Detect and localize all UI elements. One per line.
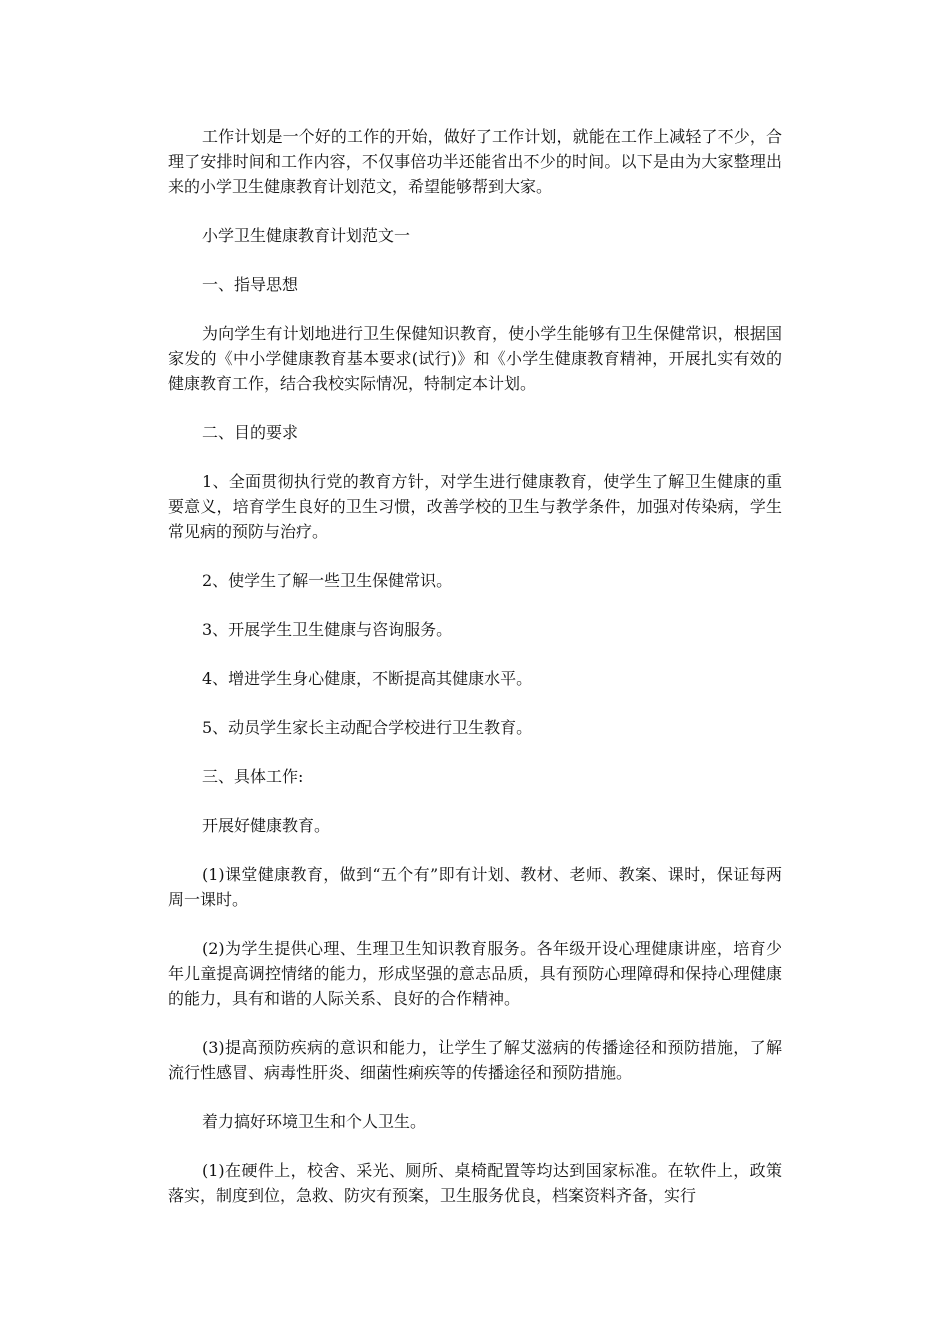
subheading-health-education: 开展好健康教育。 [202, 816, 331, 835]
subheading-environment-hygiene: 着力搞好环境卫生和个人卫生。 [202, 1112, 427, 1131]
objective-item-3: 3、开展学生卫生健康与咨询服务。 [202, 620, 453, 639]
section-heading-objectives: 二、目的要求 [202, 423, 299, 442]
section-heading-guiding-thought: 一、指导思想 [202, 275, 299, 294]
work-item-2: (2)为学生提供心理、生理卫生知识教育服务。各年级开设心理健康讲座，培育少年儿童提高调控情绪的能力，形成坚强的意志品质，具有预防心理障碍和保持心理健康的能力，具有和谐的人际关系、良好的合作精神。 [168, 939, 782, 1008]
essay-title: 小学卫生健康教育计划范文一 [202, 226, 411, 245]
environment-item-1: (1)在硬件上，校舍、采光、厕所、桌椅配置等均达到国家标准。在软件上，政策落实，制度到位，急救、防灾有预案，卫生服务优良，档案资料齐备，实行 [168, 1161, 782, 1205]
objective-item-4: 4、增进学生身心健康，不断提高其健康水平。 [202, 669, 533, 688]
guiding-thought-paragraph: 为向学生有计划地进行卫生保健知识教育，使小学生能够有卫生保健常识，根据国家发的《中小学健康教育基本要求(试行)》和《小学生健康教育精神，开展扎实有效的健康教育工作，结合我校实际情况，特制定本计划。 [168, 324, 782, 393]
objective-item-1: 1、全面贯彻执行党的教育方针，对学生进行健康教育，使学生了解卫生健康的重要意义，培育学生良好的卫生习惯，改善学校的卫生与教学条件，加强对传染病，学生常见病的预防与治疗。 [168, 472, 782, 541]
objective-item-5: 5、动员学生家长主动配合学校进行卫生教育。 [202, 718, 533, 737]
objective-item-2: 2、使学生了解一些卫生保健常识。 [202, 571, 453, 590]
section-heading-specific-work: 三、具体工作: [202, 767, 304, 786]
work-item-1: (1)课堂健康教育，做到“五个有”即有计划、教材、老师、教案、课时，保证每两周一课时。 [168, 865, 782, 909]
document-body [168, 124, 782, 1232]
intro-paragraph: 工作计划是一个好的工作的开始，做好了工作计划，就能在工作上减轻了不少，合理了安排时间和工作内容，不仅事倍功半还能省出不少的时间。以下是由为大家整理出来的小学卫生健康教育计划范文，希望能够帮到大家。 [168, 127, 782, 196]
work-item-3: (3)提高预防疾病的意识和能力，让学生了解艾滋病的传播途径和预防措施，了解流行性感冒、病毒性肝炎、细菌性痢疾等的传播途径和预防措施。 [168, 1038, 782, 1082]
